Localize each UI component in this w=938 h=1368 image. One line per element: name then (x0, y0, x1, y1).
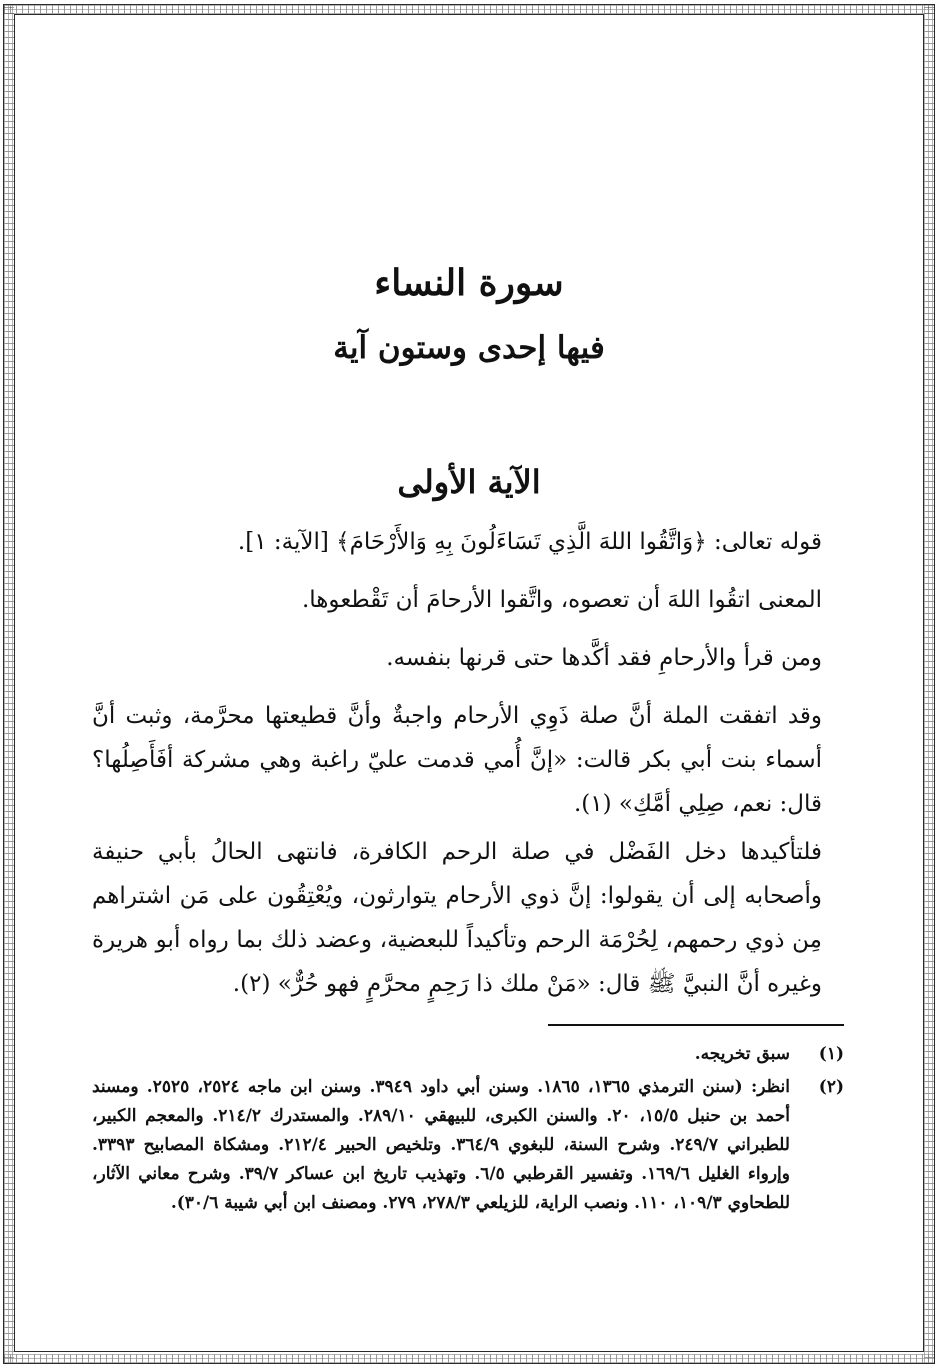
section-heading: الآية الأولى (397, 463, 541, 501)
footnote-item (92, 1073, 844, 1218)
footnote-text: سبق تخريجه. (694, 1044, 790, 1064)
paragraph-reading: ومن قرأ والأرحامِ فقد أكَّدها حتى قرنها بنفسه. (386, 645, 822, 671)
footnotes-list (92, 1040, 844, 1218)
footnote-separator (548, 1024, 844, 1026)
footnote-number: (٢) (818, 1077, 844, 1097)
surah-subtitle: فيها إحدى وستون آية (333, 330, 605, 366)
paragraph-verse: قوله تعالى: ﴿وَاتَّقُوا اللهَ الَّذِي تَسَاءَلُونَ بِهِ وَالأَرْحَامَ﴾ [الآية: ١]. (237, 529, 822, 555)
footnote-number: (١) (818, 1044, 844, 1064)
footnote-item (92, 1040, 844, 1069)
paragraph-inheritance: فلتأكيدها دخل الفَضْل في صلة الرحم الكافرة، فانتهى الحالُ بأبي حنيفة وأصحابه إلى أن يقولوا: إنَّ ذوي الأرحام يتوارثون، ويُعْتِقُون على مَن اشتراهم مِن ذوي رحمهم، لِحُرْمَة الرحم وتأكيداً للبعضية، وعضد ذلك بما رواه أبو هريرة وغيره أنَّ النبيَّ ﷺ قال: «مَنْ ملك ذا رَحِمٍ محرَّمٍ فهو حُرٌّ» (٢). (92, 839, 822, 997)
surah-title: سورة النساء (374, 262, 564, 304)
paragraph-meaning: المعنى اتقُوا اللهَ أن تعصوه، واتَّقوا الأرحامَ أن تَقْطعوها. (301, 587, 822, 613)
footnote-text: انظر: (سنن الترمذي ١٣٦٥، ١٨٦٥. وسنن أبي داود ٣٩٤٩. وسنن ابن ماجه ٢٥٢٤، ٢٥٢٥. ومسند أحمد بن حنبل ١٥/٥، ٢٠. والسنن الكبرى، للبيهقي ٢٨٩/١٠. والمستدرك ٢١٤/٢. والمعجم الكبير، للطبراني ٢٤٩/٧. وشرح السنة، للبغوي ٣٦٤/٩. وتلخيص الحبير ٢١٢/٤. ومشكاة المصابيح ٣٣٩٣. وإرواء الغليل ١٦٩/٦. وتفسير القرطبي ٦/٥. وتهذيب تاريخ ابن عساكر ٣٩/٧. وشرح معاني الآثار، للطحاوي ١٠٩/٣، ١١٠. ونصب الراية، للزيلعي ٢٧٨/٣، ٢٧٩. ومصنف ابن أبي شيبة ٣٠/٦). (92, 1077, 791, 1213)
paragraph-consensus: وقد اتفقت الملة أنَّ صلة ذَوِي الأرحام واجبةٌ وأنَّ قطيعتها محرَّمة، وثبت أنَّ أسماء بنت أبي بكر قالت: «إنَّ أُمي قدمت عليّ راغبة وهي مشركة أفَأَصِلُها؟ قال: نعم، صِلِي أمَّكِ» (١). (92, 703, 822, 817)
